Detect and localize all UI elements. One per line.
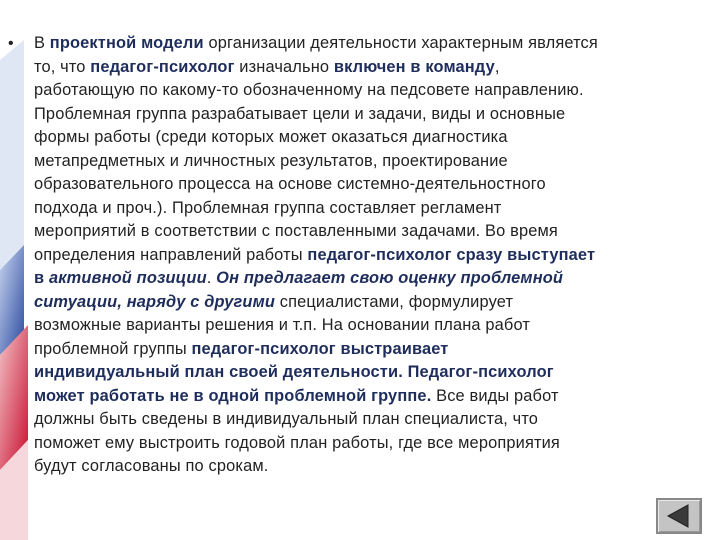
text-line-18: поможет ему выстроить годовой план работы, где все мероприятия <box>34 433 560 452</box>
highlight-term: проектной модели <box>49 34 204 52</box>
triangle-left-icon <box>658 500 700 532</box>
back-nav-button[interactable] <box>656 498 702 534</box>
text-line-1: В проектной модели организации деятельности характерным является <box>34 34 598 52</box>
text-line-9: мероприятий в соответствии с поставленными задачами. Во время <box>34 222 558 240</box>
text-line-13: возможные варианты решения и т.п. На основании плана работ <box>34 316 531 334</box>
text-line-2: то, что педагог-психолог изначально включен в команду, <box>34 57 500 76</box>
highlight-term: педагог-психолог <box>90 57 235 76</box>
text-line-3: работающую по какому-то обозначенному на педсовете направлению. <box>34 81 584 99</box>
text-line-5: формы работы (среди которых может оказаться диагностика <box>34 128 508 146</box>
body-paragraph <box>34 32 718 479</box>
text-line-4: Проблемная группа разрабатывает цели и задачи, виды и основные <box>34 104 566 123</box>
highlight-italic: Он предлагает свою оценку проблемной <box>216 269 564 287</box>
bullet-marker: • <box>8 35 14 52</box>
text-line-15: индивидуальный план своей деятельности. Педагог-психолог <box>34 363 554 381</box>
text-line-7: образовательного процесса на основе системно-деятельностного <box>34 175 546 193</box>
highlight-term: включен в команду <box>333 57 495 76</box>
highlight-term: может работать не в одной проблемной группе. <box>34 386 432 405</box>
text-line-16: может работать не в одной проблемной группе. Все виды работ <box>34 386 559 405</box>
text-line-14: проблемной группы педагог-психолог выстраивает <box>34 339 449 358</box>
highlight-term: педагог-психолог сразу выступает <box>307 245 596 264</box>
text-line-12: ситуации, наряду с другими специалистами, формулирует <box>34 292 514 311</box>
text-line-10: определения направлений работы педагог-психолог сразу выступает <box>34 245 596 264</box>
text-line-8: подхода и проч.). Проблемная группа составляет регламент <box>34 198 502 217</box>
text-line-19: будут согласованы по срокам. <box>34 457 269 475</box>
highlight-term: педагог-психолог выстраивает <box>191 339 449 358</box>
highlight-italic: ситуации, наряду с другими <box>34 292 276 311</box>
text-line-17: должны быть сведены в индивидуальный план специалиста, что <box>34 410 539 428</box>
text-line-11: в активной позиции. Он предлагает свою оценку проблемной <box>34 269 564 287</box>
highlight-italic: активной позиции <box>48 269 207 287</box>
text-line-6: метапредметных и личностных результатов, проектирование <box>34 151 508 170</box>
